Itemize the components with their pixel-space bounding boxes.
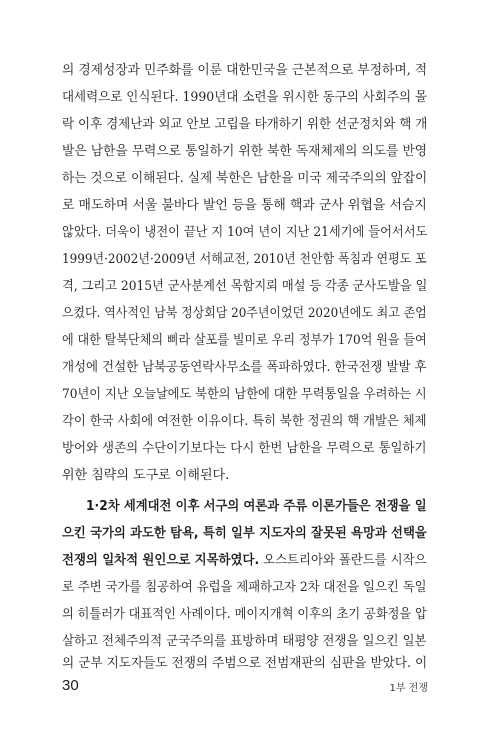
body-text-line: 각이 한국 사회에 여전한 이유이다. 특히 북한 정권의 핵 개발은 체제 [62,414,427,429]
emphasis-text: 전쟁의 일차적 원인으로 지목하였다. [62,553,260,568]
body-text-line: 에 대한 탈북단체의 삐라 살포를 빌미로 우리 정부가 170억 원을 들여 [62,333,427,348]
emphasis-text-line: 으킨 국가의 과도한 탐욕, 특히 일부 지도자의 잘못된 욕망과 선택을 [62,526,427,541]
body-text-line: 위한 침략의 도구로 이해된다. [62,468,230,483]
body-text-line: 70년이 지난 오늘날에도 북한의 남한에 대한 무력통일을 우려하는 시 [62,387,427,402]
body-text-line: 대세력으로 인식된다. 1990년대 소련을 위시한 동구의 사회주의 몰 [62,90,428,105]
body-text-line: 락 이후 경제난과 외교 안보 고립을 타개하기 위한 선군정치와 핵 개 [62,117,428,132]
body-text-line: 방어와 생존의 수단이기보다는 다시 한번 남한을 무력으로 통일하기 [62,441,427,456]
body-text-line: 살하고 전체주의적 군국주의를 표방하며 태평양 전쟁을 일으킨 일본 [62,634,427,649]
body-text-line: 하는 것으로 이해된다. 실제 북한은 남한을 미국 제국주의의 앞잡이 [62,171,428,186]
body-text-line: 개성에 건설한 남북공동연락사무소를 폭파하였다. 한국전쟁 발발 후 [62,360,427,375]
page-number: 30 [62,677,79,694]
running-footer-part-label: 1부 전쟁 [389,683,428,694]
body-text-line: 로 주변 국가를 침공하여 유럽을 제패하고자 2차 대전을 일으킨 독일 [62,580,427,595]
emphasis-text-line: 1·2차 세계대전 이후 서구의 여론과 주류 이론가들은 전쟁을 일 [86,499,427,514]
body-text-line: 로 매도하며 서울 불바다 발언 등을 통해 핵과 군사 위협을 서슴지 [62,198,427,213]
body-text-line: 격, 그리고 2015년 군사분계선 목함지뢰 매설 등 각종 군사도발을 일 [62,279,428,294]
body-text-line: 의 경제성장과 민주화를 이룬 대한민국을 근본적으로 부정하며, 적 [62,63,428,78]
mixed-text-line [62,552,427,570]
body-text-line: 않았다. 더욱이 냉전이 끝난 지 10여 년이 지난 21세기에 들어서서도 [62,225,428,240]
body-text-line: 의 히틀러가 대표적인 사례이다. 메이지개혁 이후의 초기 공화정을 압 [62,607,427,622]
body-text-line: 1999년·2002년·2009년 서해교전, 2010년 천안함 폭침과 연평도 포 [62,252,427,267]
body-text: 오스트리아와 폴란드를 시작으 [259,553,427,568]
body-text-line: 으켰다. 역사적인 남북 정상회담 20주년이었던 2020년에도 최고 존엄 [62,306,427,321]
body-text-line: 발은 남한을 무력으로 통일하기 위한 북한 독재체제의 의도를 반영 [62,144,428,159]
body-text-line: 의 군부 지도자들도 전쟁의 주범으로 전범재판의 심판을 받았다. 이 [62,656,428,671]
